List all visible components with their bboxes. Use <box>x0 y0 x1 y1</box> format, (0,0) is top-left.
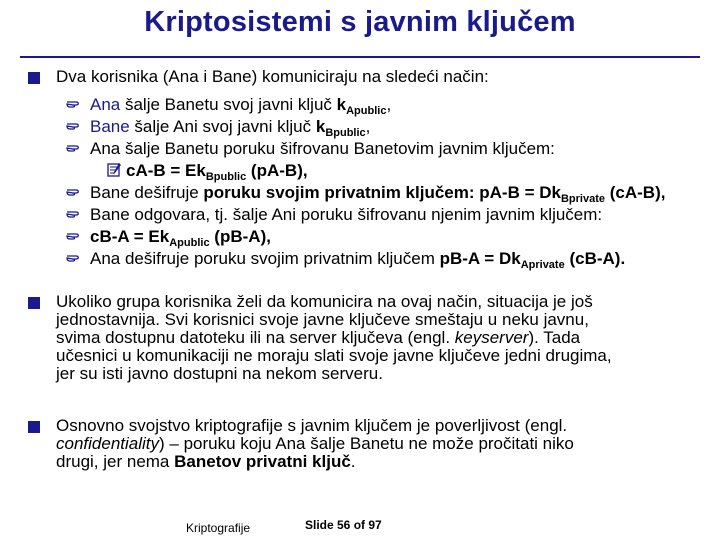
title-divider <box>20 56 700 58</box>
bullet2-text <box>56 293 706 383</box>
bullet1-item-2-d: Bpublic <box>325 127 366 139</box>
bullet2-line-3a: svima dostupnu datoteku ili na server ključeva (engl. <box>56 328 455 347</box>
bullet1-item-2-a: Bane <box>90 117 130 136</box>
pointing-hand-icon <box>66 228 82 244</box>
item7-a: Ana dešifruje poruku svojim privatnim ključem <box>90 249 440 268</box>
item4-g: ), <box>655 183 666 202</box>
item7-b: p <box>439 249 450 268</box>
bullet1-item-2-e: , <box>365 117 371 136</box>
bullet2-line-3c: ). Tada <box>528 328 581 347</box>
pointing-hand-icon <box>66 206 82 222</box>
bullet3-text <box>56 417 706 471</box>
formula1-a: c <box>126 161 136 180</box>
bullet1-item-1-a: Ana <box>90 95 121 114</box>
bullet3-line-3 <box>56 453 706 471</box>
formula1-b: A-B = Ek <box>135 161 206 180</box>
bullet1-item-2-c: k <box>315 117 326 136</box>
bullet1-item-5: Bane odgovara, tj. šalje Ani poruku šifrovanu njenim javnim ključem: <box>90 205 603 224</box>
bullet1-item-4 <box>90 184 665 204</box>
bullet3-private-key: Banetov privatni ključ <box>174 452 351 471</box>
bullet3-line-3c: . <box>350 452 356 471</box>
bullet2-keyserver: keyserver <box>454 328 529 347</box>
bullet2-line-1: Ukoliko grupa korisnika želi da komunicira na ovaj način, situacija je još <box>56 292 593 311</box>
bullet1-item-7 <box>90 250 625 270</box>
item4-c: A-B = Dk <box>489 183 561 202</box>
bullet3-line-3a: drugi, jer nema <box>56 452 175 471</box>
item7-g: ). <box>614 249 626 268</box>
bullet-square-icon <box>28 421 40 433</box>
bullet2-line-4: učesnici u komunikaciji ne moraju slati svoje javne ključeve jedni drugima, <box>56 346 612 365</box>
bullet1-item-1 <box>90 96 391 116</box>
notepad-icon <box>106 162 122 178</box>
item6-a: c <box>90 227 100 246</box>
formula1-e: A-B <box>266 161 298 180</box>
bullet3-line-1: Osnovno svojstvo kriptografije s javnim ključem je poverljivost (engl. <box>56 416 568 435</box>
bullet-square-icon <box>28 72 40 84</box>
bullet1-item-2-b: šalje Ani svoj javni ključ <box>129 117 316 136</box>
bullet1-item-6 <box>90 228 271 248</box>
pointing-hand-icon <box>66 184 82 200</box>
bullet1-item-1-b: šalje Banetu svoj javni ključ <box>120 95 337 114</box>
formula1-c: Bpublic <box>205 171 247 183</box>
footer-course: Kriptografije <box>186 521 251 535</box>
item7-c: B-A = Dk <box>449 249 521 268</box>
bullet3-line-2 <box>56 435 706 453</box>
item7-f: B-A <box>584 249 615 268</box>
bullet3-confidentiality: confidentiality <box>56 434 160 453</box>
item4-e: (c <box>605 183 625 202</box>
item6-d: (p <box>209 227 231 246</box>
bullet1-item-2 <box>90 118 370 138</box>
item6-f: ), <box>260 227 271 246</box>
bullet2-line-3 <box>56 329 706 347</box>
bullet2-line-5: jer su isti javno dostupni na nekom serveru. <box>56 364 383 383</box>
item4-b: poruku svojim privatnim ključem: p <box>203 183 490 202</box>
bullet1-item-1-d: Apublic <box>346 105 387 117</box>
bullet1-text: Dva korisnika (Ana i Bane) komuniciraju na sledeći način: <box>56 67 489 86</box>
bullet2-line-2: jednostavnija. Svi korisnici svoje javne ključeve smeštaju u neku javnu, <box>56 310 589 329</box>
item4-d: Bprivate <box>560 193 605 205</box>
pointing-hand-icon <box>66 118 82 134</box>
item4-a: Bane dešifruje <box>90 183 204 202</box>
bullet1-item-3: Ana šalje Banetu poruku šifrovanu Banetovim javnim ključem: <box>90 139 555 158</box>
pointing-hand-icon <box>66 140 82 156</box>
bullet1-formula-1 <box>126 162 308 182</box>
slide-title: Kriptosistemi s javnim ključem <box>144 6 576 38</box>
pointing-hand-icon <box>66 96 82 112</box>
bullet1-item-1-c: k <box>336 95 347 114</box>
formula1-d: (p <box>246 161 267 180</box>
bullet-square-icon <box>28 297 40 309</box>
bullet1-item-1-e: , <box>386 95 392 114</box>
item7-e: (c <box>564 249 585 268</box>
formula1-f: ), <box>297 161 308 180</box>
bullet3-line-2b: ) – poruku koju Ana šalje Banetu ne može pročitati niko <box>159 434 574 453</box>
item6-c: Apublic <box>169 237 210 249</box>
item6-e: B-A <box>230 227 261 246</box>
item6-b: B-A = Ek <box>99 227 170 246</box>
item4-f: A-B <box>624 183 656 202</box>
item7-d: Aprivate <box>520 259 565 271</box>
pointing-hand-icon <box>66 250 82 266</box>
footer-slide-number: Slide 56 of 97 <box>305 518 382 532</box>
